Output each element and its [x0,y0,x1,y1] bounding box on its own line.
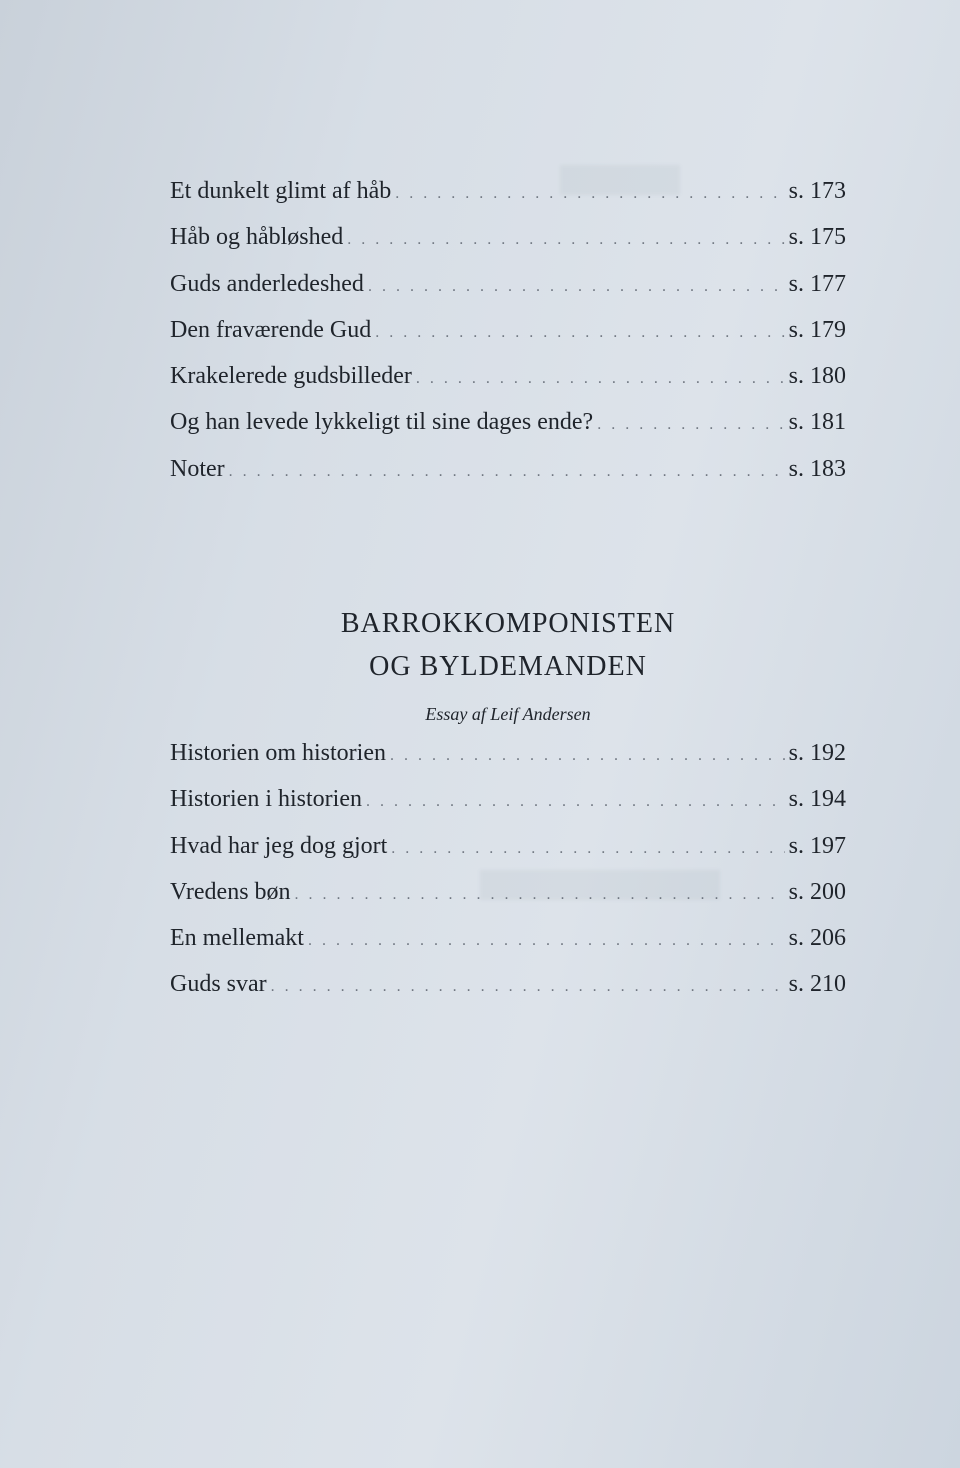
dot-leader [391,840,784,858]
toc-entry-title: Krakelerede gudsbilleder [170,363,412,390]
toc-entry-title: Den fraværende Gud [170,316,372,343]
toc-entry [170,971,846,1017]
dot-leader [229,463,785,481]
toc-entry [170,363,846,409]
toc-entry [170,409,846,455]
section-heading [170,602,846,688]
toc-entry-page: s. 197 [788,832,846,859]
toc-entry-page: s. 173 [788,178,846,204]
toc-entry-page: s. 179 [788,316,846,343]
dot-leader [375,324,784,342]
toc-entry-page: s. 177 [788,270,846,297]
toc-entry-title: Et dunkelt glimt af håb [170,178,392,204]
toc-entry-page: s. 200 [788,878,846,905]
essay-subtitle: Essay af Leif Andersen [425,704,591,724]
dot-leader [390,747,785,765]
toc-entry [170,833,846,879]
toc-entry-page: s. 181 [788,409,846,436]
dot-leader [271,978,785,996]
toc-entry-title: Håb og håbløshed [170,224,344,251]
toc-entry-page: s. 183 [788,455,846,482]
dot-leader [366,793,785,811]
toc-entry-title: Og han levede lykkeligt til sine dages ende? [170,409,594,436]
toc-entry [170,224,846,270]
toc-entry [170,178,846,224]
toc-entry-title: Historien om historien [170,740,386,766]
dot-leader [597,416,784,434]
toc-entry-title: Guds anderledeshed [170,270,364,297]
toc-entry [170,456,846,502]
dot-leader [368,278,785,296]
toc-entry-title: En mellemakt [170,925,304,952]
toc-entry-page: s. 194 [788,786,846,813]
toc-entry-title: Noter [170,455,225,482]
toc-entry [170,317,846,363]
toc-entry-page: s. 192 [788,740,846,766]
toc-list-bottom [170,740,846,1018]
dot-leader [295,886,785,904]
toc-entry-title: Guds svar [170,971,267,998]
toc-entry-page: s. 206 [788,925,846,952]
toc-entry [170,271,846,317]
toc-entry [170,879,846,925]
toc-entry-title: Hvad har jeg dog gjort [170,832,388,859]
toc-list-top [170,178,846,502]
toc-entry-page: s. 210 [788,971,846,998]
toc-entry-page: s. 175 [788,224,846,251]
dot-leader [395,185,784,203]
toc-entry-page: s. 180 [788,363,846,390]
toc-entry [170,786,846,832]
toc-entry-title: Historien i historien [170,786,362,813]
dot-leader [347,231,784,249]
dot-leader [308,932,785,950]
section-heading-line: BARROKKOMPONISTEN [340,608,676,639]
toc-entry [170,925,846,971]
toc-entry-title: Vredens bøn [170,878,291,905]
section-heading-line: OG BYLDEMANDEN [369,651,647,682]
dot-leader [416,370,785,388]
toc-entry [170,740,846,786]
